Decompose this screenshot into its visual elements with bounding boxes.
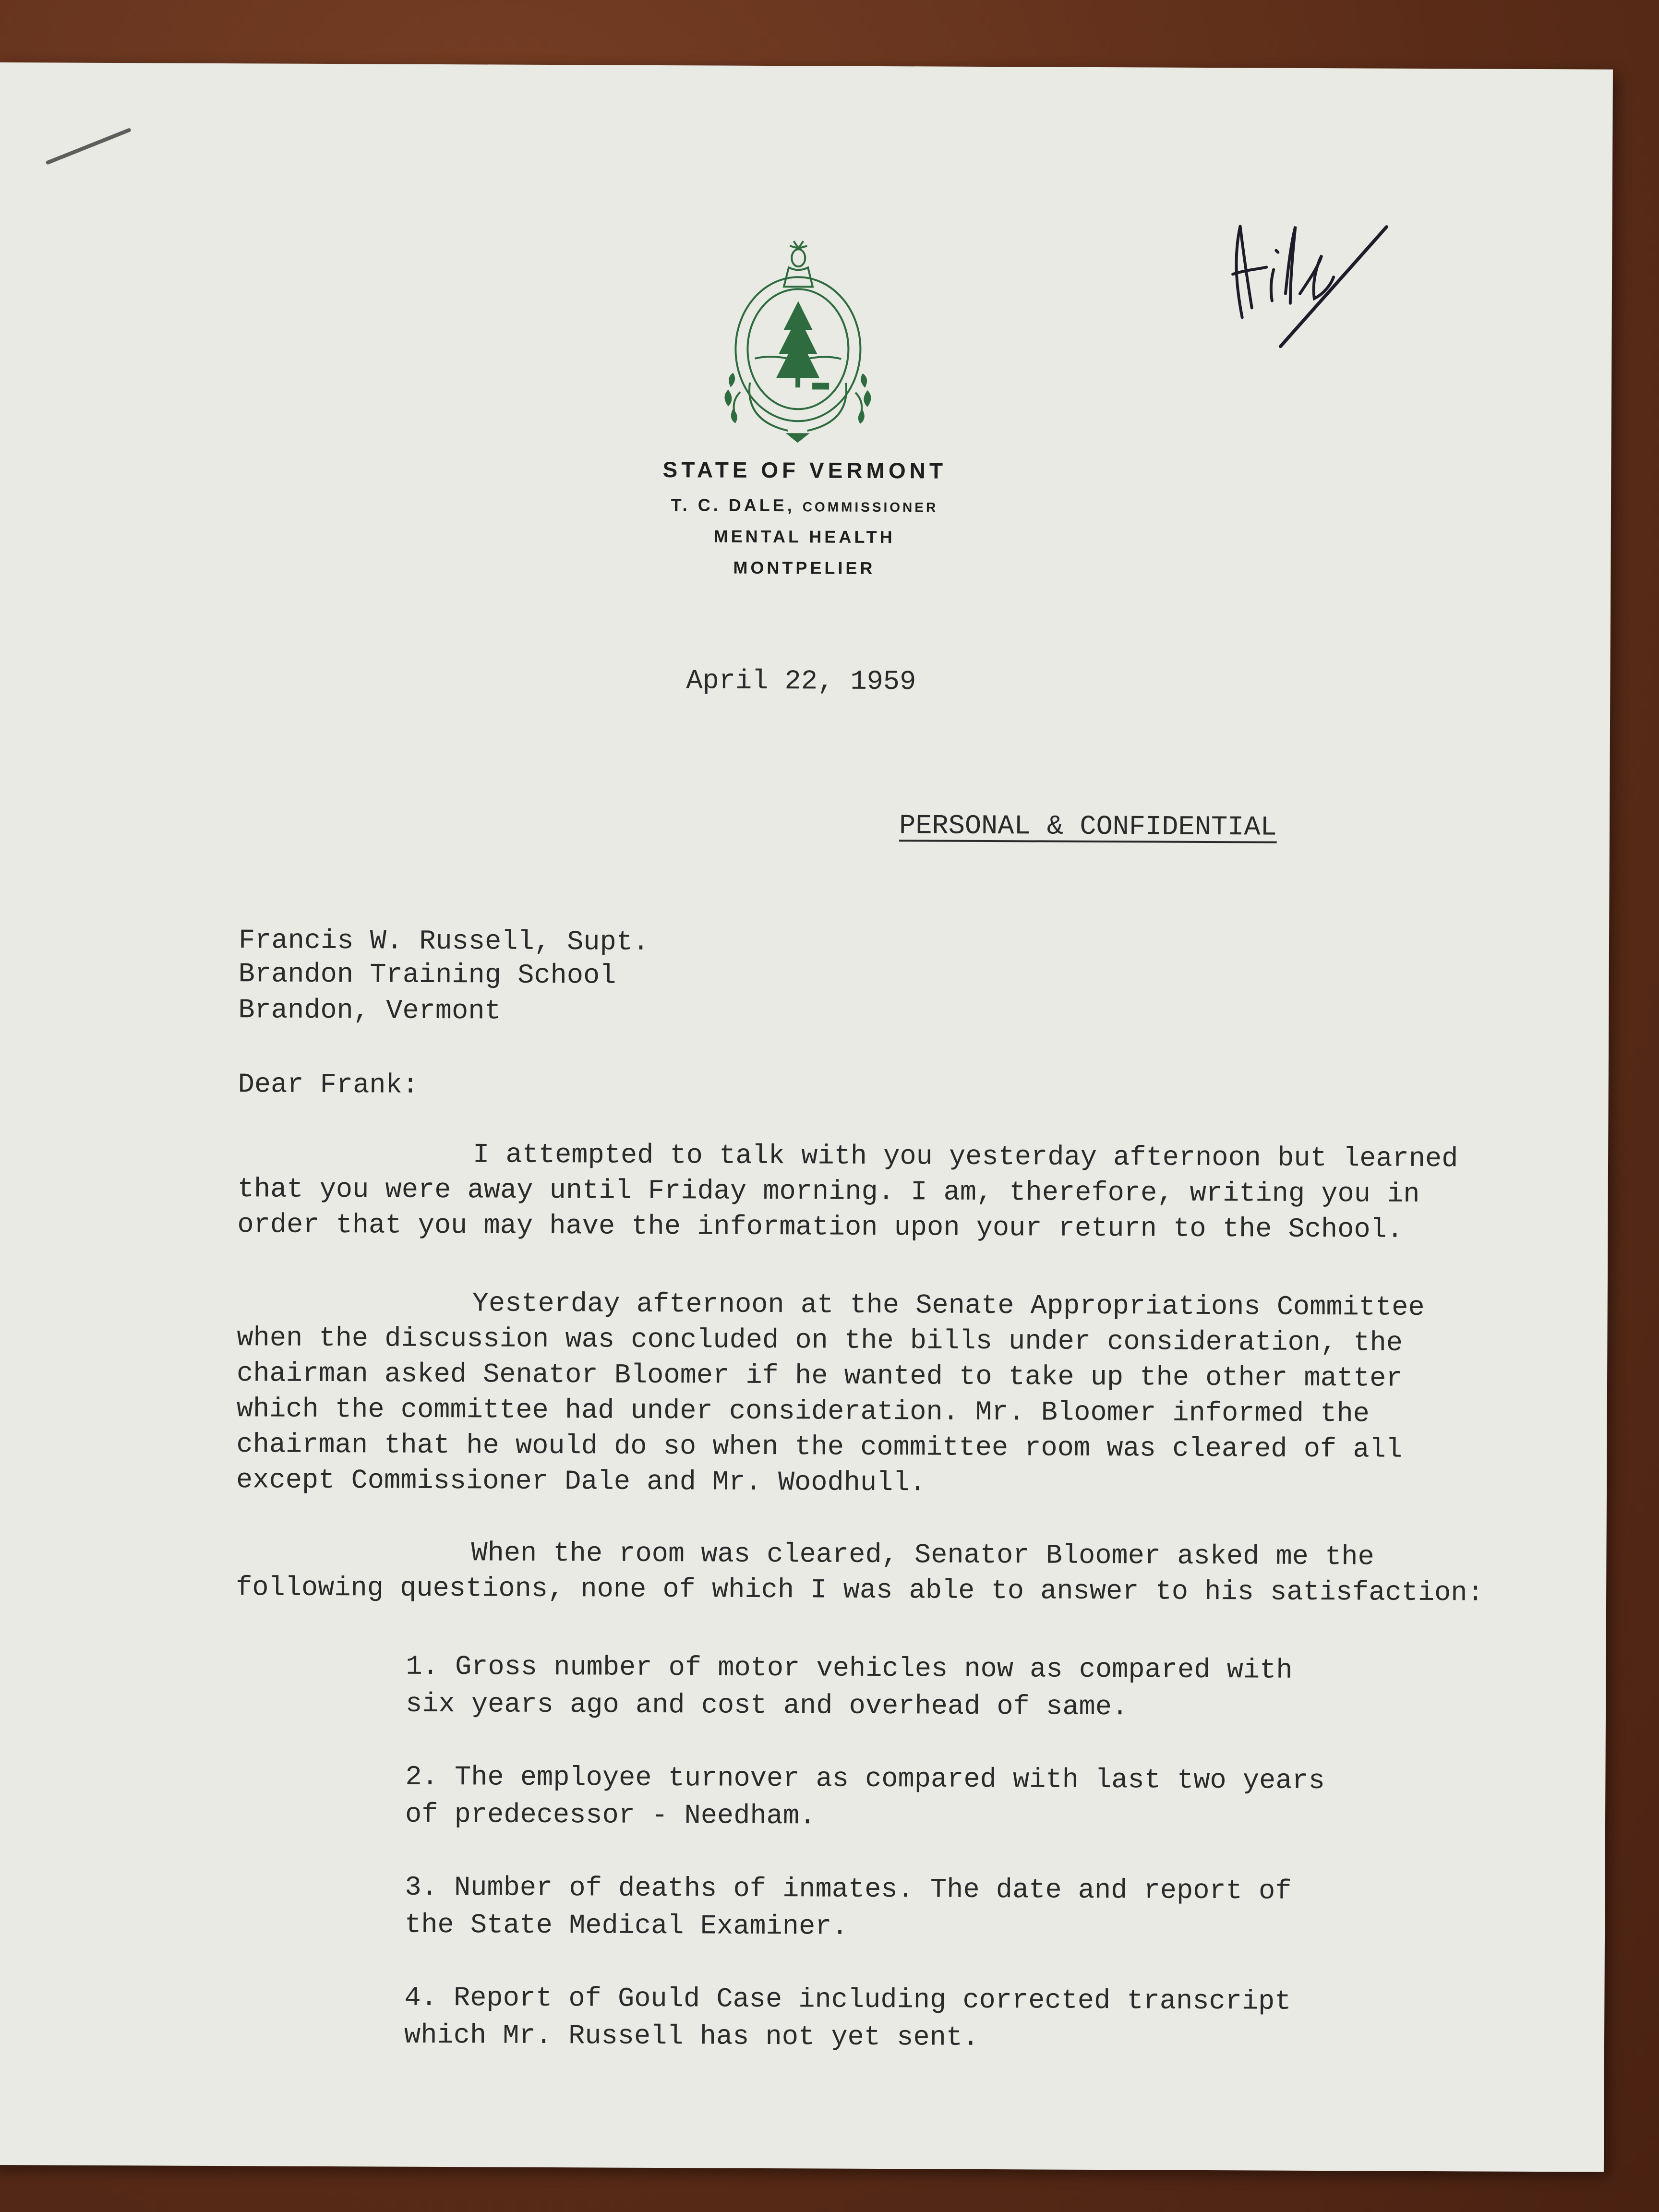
letterhead-city: MONTPELIER bbox=[733, 557, 876, 578]
question-line: which Mr. Russell has not yet sent. bbox=[404, 2020, 979, 2054]
question-item-1 bbox=[406, 1648, 1293, 1727]
question-item-2 bbox=[405, 1759, 1325, 1838]
question-line: 3. Number of deaths of inmates. The date and report of bbox=[405, 1872, 1292, 1907]
paragraph-line: I attempted to talk with you yesterday afternoon but learned bbox=[472, 1140, 1458, 1175]
paragraph-line: chairman that he would do so when the committee room was cleared of all bbox=[236, 1430, 1403, 1466]
commissioner-name: T. C. DALE, bbox=[671, 495, 795, 516]
paragraph-1 bbox=[237, 1136, 1486, 1248]
paragraph-line: When the room was cleared, Senator Bloomer asked me the bbox=[471, 1538, 1374, 1573]
paragraph-line: chairman asked Senator Bloomer if he wanted to take up the other matter bbox=[236, 1358, 1403, 1395]
commissioner-title: COMMISSIONER bbox=[802, 499, 938, 515]
recipient-name: Francis W. Russell, Supt. bbox=[238, 926, 649, 958]
recipient-location: Brandon, Vermont bbox=[238, 995, 501, 1027]
question-line: 2. The employee turnover as compared with last two years bbox=[405, 1762, 1325, 1797]
letter-page bbox=[0, 62, 1613, 2172]
letterhead-state: STATE OF VERMONT bbox=[662, 457, 947, 483]
question-line: 1. Gross number of motor vehicles now as compared with bbox=[406, 1651, 1293, 1686]
question-item-3 bbox=[405, 1869, 1292, 1948]
paragraph-line: when the discussion was concluded on the bills under consideration, the bbox=[237, 1323, 1403, 1359]
pencil-mark bbox=[46, 128, 132, 165]
question-item-4 bbox=[404, 1980, 1291, 2058]
vermont-state-seal-icon bbox=[716, 239, 880, 445]
paragraph-3 bbox=[236, 1535, 1484, 1611]
question-line: the State Medical Examiner. bbox=[404, 1910, 848, 1943]
letter-date: April 22, 1959 bbox=[686, 666, 916, 698]
classification-label: PERSONAL & CONFIDENTIAL bbox=[899, 811, 1277, 843]
letterhead-commissioner bbox=[0, 492, 1611, 519]
handwritten-file-note bbox=[1227, 197, 1391, 356]
paragraph-line: following questions, none of which I was able to answer to his satisfaction: bbox=[235, 1573, 1484, 1609]
paragraph-line: Yesterday afternoon at the Senate Appropriations Committee bbox=[472, 1288, 1425, 1323]
paragraph-line: except Commissioner Dale and Mr. Woodhull. bbox=[236, 1465, 926, 1499]
letterhead-department: MENTAL HEALTH bbox=[713, 526, 895, 547]
paragraph-2 bbox=[236, 1285, 1485, 1503]
question-line: of predecessor - Needham. bbox=[405, 1799, 816, 1832]
question-line: 4. Report of Gould Case including corrected transcript bbox=[404, 1983, 1291, 2018]
paragraph-line: which the committee had under consideration. Mr. Bloomer informed the bbox=[236, 1394, 1370, 1430]
paragraph-line: that you were away until Friday morning. I am, therefore, writing you in bbox=[237, 1174, 1420, 1210]
paragraph-line: order that you may have the information upon your return to the School. bbox=[237, 1210, 1404, 1246]
recipient-organization: Brandon Training School bbox=[238, 959, 616, 992]
salutation: Dear Frank: bbox=[238, 1070, 419, 1101]
question-line: six years ago and cost and overhead of same. bbox=[405, 1689, 1129, 1723]
